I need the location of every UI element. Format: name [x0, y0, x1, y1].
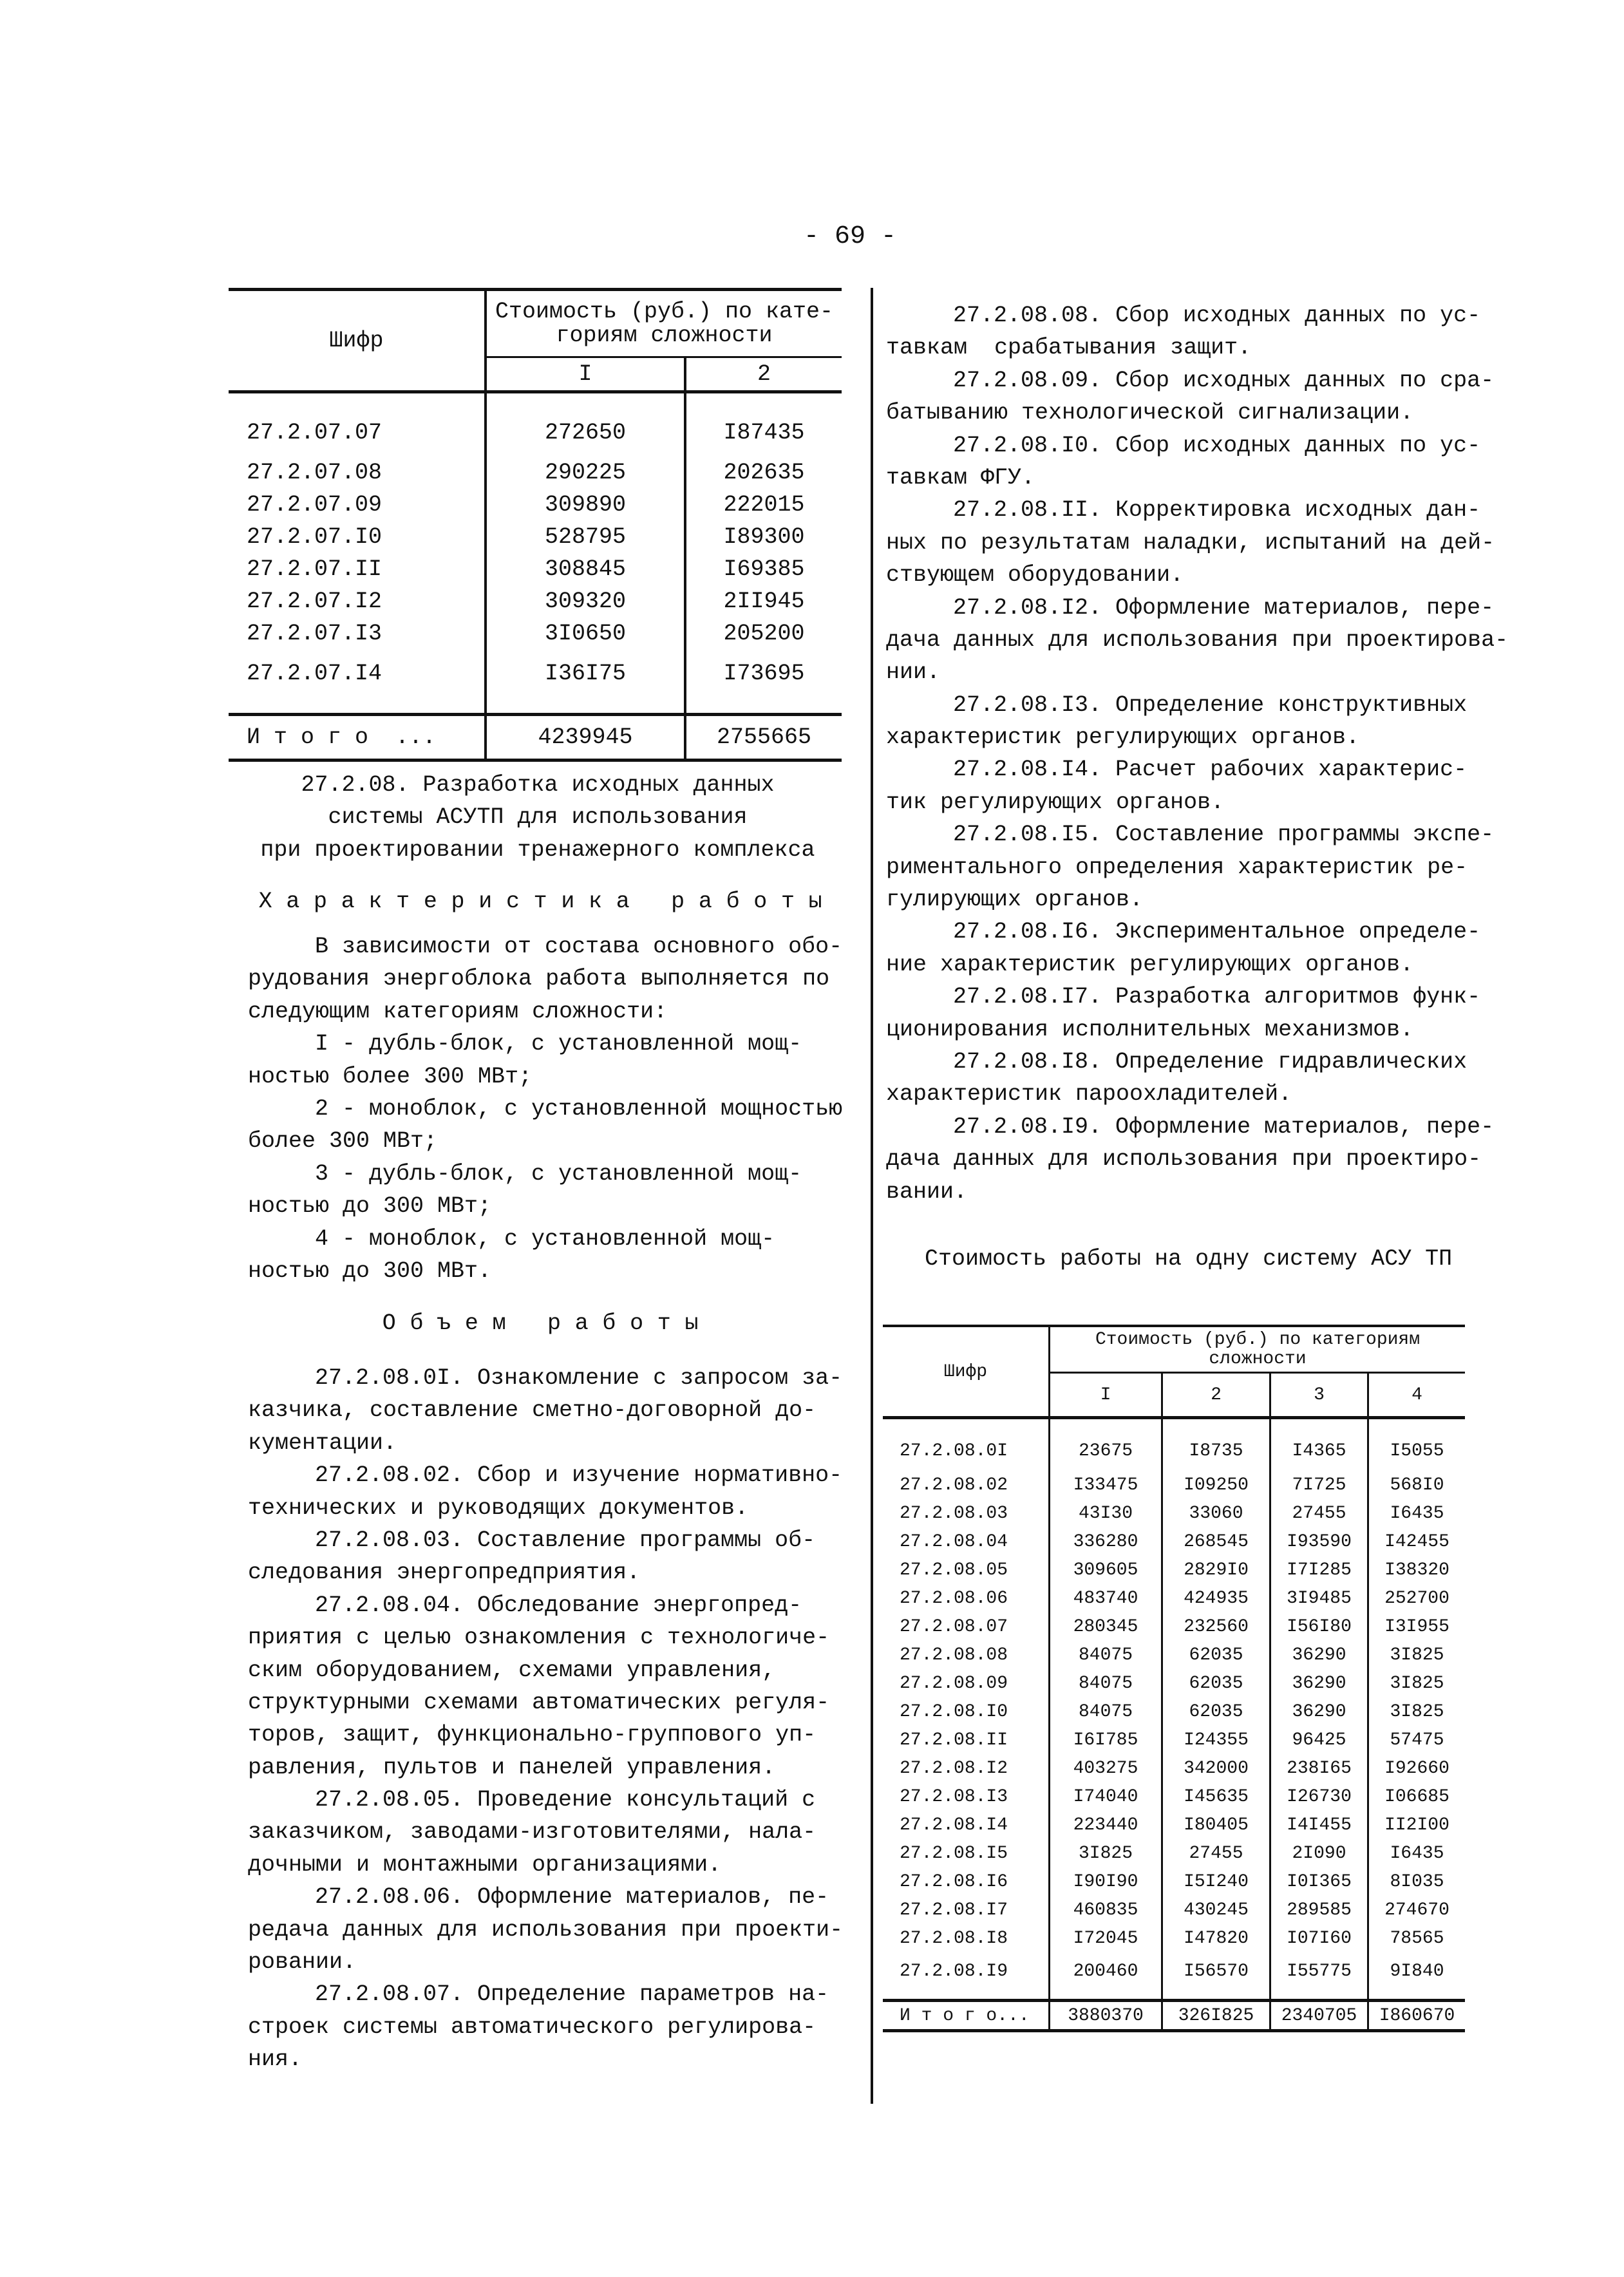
row-value-category-3: I4I455 [1270, 1811, 1368, 1839]
table-row [883, 1896, 1465, 1924]
text-line: рудования энергоблока работа выполняется по [248, 966, 830, 992]
row-value-category-4: 9I840 [1368, 1952, 1466, 2001]
total-category-2: 326I825 [1162, 2001, 1270, 2031]
table-row [883, 1867, 1465, 1896]
row-value-category-1: 460835 [1050, 1896, 1162, 1924]
row-value-category-2: I47820 [1162, 1924, 1270, 1952]
row-value-category-4: 3I825 [1368, 1669, 1466, 1697]
row-value-category-3: 36290 [1270, 1697, 1368, 1726]
text-line: кументации. [248, 1430, 397, 1456]
text-line: ние характеристик регулирующих органов. [886, 951, 1414, 978]
text-line: заказчиком, заводами-изготовителями, нала- [248, 1819, 817, 1846]
text-line: 27.2.08. Разработка исходных данных [301, 772, 775, 798]
row-value-category-2: 232560 [1162, 1612, 1270, 1641]
table-row [883, 1754, 1465, 1782]
row-value-category-1: 43I30 [1050, 1499, 1162, 1527]
row-value-category-2: 430245 [1162, 1896, 1270, 1924]
row-code: 27.2.07.08 [247, 460, 382, 486]
row-code: 27.2.08.03 [900, 1503, 1008, 1524]
row-value-category-2: 424935 [1162, 1584, 1270, 1612]
text-line: ностью более 300 МВт; [248, 1063, 533, 1090]
row-code: 27.2.07.I4 [247, 661, 382, 686]
row-value-category-1: I36I75 [486, 650, 685, 715]
text-line: торов, защит, функционально-группового уп- [248, 1722, 817, 1748]
row-value-category-4: I38320 [1368, 1556, 1466, 1584]
header-cost: Стоимость (руб.) по кате- гориям сложности [486, 290, 842, 357]
row-value-category-1: 223440 [1050, 1811, 1162, 1839]
row-value-category-1: 290225 [486, 457, 685, 489]
row-code: 27.2.08.09 [900, 1673, 1008, 1694]
row-value-category-1: 84075 [1050, 1669, 1162, 1697]
text-line: равления, пультов и панелей управления. [248, 1754, 776, 1781]
text-line: тавкам срабатывания защит. [886, 335, 1252, 361]
text-line: ностью до 300 МВт; [248, 1193, 492, 1220]
text-line: дача данных для использования при проектирова- [886, 627, 1509, 653]
total-category-1: 4239945 [486, 715, 685, 761]
row-code: 27.2.08.I8 [900, 1928, 1008, 1949]
text-line: системы АСУТП для использования [328, 804, 748, 831]
header-category-1: I [486, 357, 685, 392]
row-value-category-1: 309605 [1050, 1556, 1162, 1584]
column-divider [871, 288, 873, 2104]
row-value-category-3: 3I9485 [1270, 1584, 1368, 1612]
row-value-category-4: 3I825 [1368, 1641, 1466, 1669]
row-value-category-2: I69385 [685, 553, 842, 585]
text-line: структурными схемами автоматических регуля- [248, 1689, 830, 1715]
text-line: 27.2.08.I6. Экспериментальное определе- [953, 919, 1481, 945]
row-code: 27.2.08.0I [900, 1441, 1008, 1461]
text-line: 27.2.08.I7. Разработка алгоритмов функ- [953, 984, 1481, 1010]
row-value-category-2: 62035 [1162, 1669, 1270, 1697]
row-value-category-2: 2829I0 [1162, 1556, 1270, 1584]
scope-text-continued [886, 299, 1509, 1208]
text-line: 4 - моноблок, с установленной мощ- [315, 1225, 775, 1252]
characteristic-text [248, 931, 847, 1287]
text-line: 27.2.08.II. Корректировка исходных дан- [953, 497, 1481, 524]
row-value-category-2: I5I240 [1162, 1867, 1270, 1896]
table-row [229, 489, 842, 521]
row-value-category-1: 280345 [1050, 1612, 1162, 1641]
text-line: 27.2.08.03. Составление программы об- [315, 1527, 816, 1553]
table-row [229, 553, 842, 585]
row-value-category-1: 403275 [1050, 1754, 1162, 1782]
row-value-category-1: 23675 [1050, 1418, 1162, 1471]
row-value-category-1: 308845 [486, 553, 685, 585]
row-value-category-3: I55775 [1270, 1952, 1368, 2001]
table-row [229, 521, 842, 553]
row-value-category-3: I93590 [1270, 1527, 1368, 1556]
text-line: 27.2.08.02. Сбор и изучение нормативно- [315, 1462, 843, 1489]
table-row [883, 1697, 1465, 1726]
scope-heading: Объем работы [382, 1310, 713, 1336]
table-row [883, 1499, 1465, 1527]
table-row [229, 618, 842, 650]
header-category-1: I [1050, 1373, 1162, 1418]
row-value-category-4: I6435 [1368, 1839, 1466, 1867]
row-code: 27.2.08.I3 [900, 1786, 1008, 1807]
row-value-category-4: 78565 [1368, 1924, 1466, 1952]
row-value-category-4: 57475 [1368, 1726, 1466, 1754]
row-value-category-2: I87435 [685, 392, 842, 457]
header-category-2: 2 [685, 357, 842, 392]
row-value-category-3: 27455 [1270, 1499, 1368, 1527]
table-row [883, 1556, 1465, 1584]
text-line: казчика, составление сметно-договорной до- [248, 1397, 817, 1424]
table-row [883, 1418, 1465, 1471]
text-line: приятия с целью ознакомления с технологиче- [248, 1625, 830, 1651]
row-value-category-3: 36290 [1270, 1641, 1368, 1669]
row-value-category-2: I09250 [1162, 1471, 1270, 1499]
text-line: дача данных для использования при проектиро- [886, 1146, 1482, 1173]
row-value-category-1: I74040 [1050, 1782, 1162, 1811]
text-line: 27.2.08.06. Оформление материалов, пе- [315, 1884, 829, 1911]
text-line: ния. [248, 2046, 303, 2073]
text-line: тавкам ФГУ. [886, 464, 1035, 491]
row-code: 27.2.07.I3 [247, 621, 382, 647]
table-row [229, 585, 842, 618]
row-code: 27.2.07.09 [247, 492, 382, 518]
text-line: 2 - моноблок, с установленной мощностью [315, 1095, 843, 1122]
table-caption: Стоимость работы на одну систему АСУ ТП [925, 1246, 1453, 1272]
text-line: 27.2.08.07. Определение параметров на- [315, 1981, 829, 2008]
row-value-category-4: 8I035 [1368, 1867, 1466, 1896]
row-value-category-1: I6I785 [1050, 1726, 1162, 1754]
characteristic-heading: Характеристика работы [258, 889, 836, 914]
row-value-category-4: I92660 [1368, 1754, 1466, 1782]
text-line: характеристик пароохладителей. [886, 1081, 1292, 1108]
table-row [883, 1584, 1465, 1612]
row-value-category-2: 202635 [685, 457, 842, 489]
text-line: риментального определения характеристик ре- [886, 854, 1468, 880]
row-value-category-4: I42455 [1368, 1527, 1466, 1556]
row-value-category-2: 205200 [685, 618, 842, 650]
row-value-category-1: 309320 [486, 585, 685, 618]
row-value-category-1: 3I825 [1050, 1839, 1162, 1867]
row-value-category-1: 528795 [486, 521, 685, 553]
table-row [883, 1527, 1465, 1556]
row-code: 27.2.08.04 [900, 1531, 1008, 1552]
table-row [883, 1641, 1465, 1669]
row-value-category-2: 62035 [1162, 1641, 1270, 1669]
text-line: батыванию технологической сигнализации. [886, 400, 1414, 426]
row-code: 27.2.07.07 [247, 420, 382, 446]
row-value-category-1: 3I0650 [486, 618, 685, 650]
row-value-category-2: 342000 [1162, 1754, 1270, 1782]
text-line: 27.2.08.I5. Составление программы экспе- [953, 822, 1495, 848]
row-value-category-4: I3I955 [1368, 1612, 1466, 1641]
table-row [883, 1669, 1465, 1697]
row-value-category-2: 62035 [1162, 1697, 1270, 1726]
total-category-4: I860670 [1368, 2001, 1466, 2031]
text-line: редача данных для использования при проекти- [248, 1916, 844, 1943]
row-value-category-3: 7I725 [1270, 1471, 1368, 1499]
row-code: 27.2.08.II [900, 1730, 1008, 1750]
text-line: 27.2.08.I2. Оформление материалов, пере- [953, 594, 1495, 621]
table-row [883, 1612, 1465, 1641]
row-value-category-4: 3I825 [1368, 1697, 1466, 1726]
cost-table-27-2-08 [883, 1325, 1465, 2032]
text-line: 27.2.08.I0. Сбор исходных данных по ус- [953, 432, 1481, 458]
text-line: гулирующих органов. [886, 887, 1144, 913]
table-row [883, 1811, 1465, 1839]
text-line: вании. [886, 1178, 968, 1205]
row-value-category-4: 252700 [1368, 1584, 1466, 1612]
row-value-category-2: I56570 [1162, 1952, 1270, 2001]
row-code: 27.2.08.02 [900, 1475, 1008, 1495]
text-line: строек системы автоматического регулирова- [248, 2014, 817, 2040]
text-line: нии. [886, 659, 941, 686]
row-value-category-4: I6435 [1368, 1499, 1466, 1527]
row-code: 27.2.08.I0 [900, 1701, 1008, 1722]
table-row [883, 1471, 1465, 1499]
text-line: тик регулирующих органов. [886, 789, 1225, 815]
row-value-category-4: I06685 [1368, 1782, 1466, 1811]
header-category-3: 3 [1270, 1373, 1368, 1418]
text-line: 27.2.08.09. Сбор исходных данных по сра- [953, 367, 1495, 393]
row-value-category-2: I45635 [1162, 1782, 1270, 1811]
text-line: 27.2.08.08. Сбор исходных данных по ус- [953, 303, 1481, 328]
row-code: 27.2.08.I6 [900, 1871, 1008, 1892]
header-code: Шифр [883, 1326, 1050, 1418]
row-value-category-1: 84075 [1050, 1641, 1162, 1669]
row-value-category-3: I26730 [1270, 1782, 1368, 1811]
table-row [229, 457, 842, 489]
row-value-category-1: 309890 [486, 489, 685, 521]
table-row [883, 1839, 1465, 1867]
row-code: 27.2.08.08 [900, 1645, 1008, 1665]
row-value-category-1: 272650 [486, 392, 685, 457]
text-line: 27.2.08.04. Обследование энергопред- [315, 1592, 802, 1618]
row-value-category-1: 336280 [1050, 1527, 1162, 1556]
row-code: 27.2.08.I9 [900, 1961, 1008, 1981]
row-code: 27.2.08.07 [900, 1616, 1008, 1637]
row-value-category-4: 568I0 [1368, 1471, 1466, 1499]
total-label: И т о г о ... [229, 715, 486, 761]
total-category-3: 2340705 [1270, 2001, 1368, 2031]
row-value-category-3: 96425 [1270, 1726, 1368, 1754]
text-line: 27.2.08.I3. Определение конструктивных [953, 692, 1468, 718]
row-value-category-3: 2I090 [1270, 1839, 1368, 1867]
text-line: 27.2.08.I4. Расчет рабочих характерис- [953, 757, 1468, 783]
row-value-category-4: I5055 [1368, 1418, 1466, 1471]
row-value-category-3: I7I285 [1270, 1556, 1368, 1584]
row-value-category-3: I4365 [1270, 1418, 1368, 1471]
table-row [883, 1952, 1465, 2001]
table-row [883, 1726, 1465, 1754]
text-line: 27.2.08.05. Проведение консультаций с [315, 1787, 816, 1813]
text-line: 27.2.08.0I. Ознакомление с запросом за- [315, 1365, 843, 1391]
text-line: дочными и монтажными организациями. [248, 1851, 722, 1878]
row-value-category-2: I73695 [685, 650, 842, 715]
row-value-category-1: 84075 [1050, 1697, 1162, 1726]
table-row [883, 1924, 1465, 1952]
row-code: 27.2.07.I2 [247, 589, 382, 614]
row-code: 27.2.08.05 [900, 1560, 1008, 1580]
total-category-2: 2755665 [685, 715, 842, 761]
row-code: 27.2.08.I5 [900, 1843, 1008, 1864]
text-line: ровании. [248, 1949, 357, 1976]
row-value-category-3: 238I65 [1270, 1754, 1368, 1782]
row-value-category-2: I80405 [1162, 1811, 1270, 1839]
row-code: 27.2.07.II [247, 556, 382, 582]
row-value-category-4: 274670 [1368, 1896, 1466, 1924]
text-line: следующим категориям сложности: [248, 998, 668, 1025]
total-label: И т о г о... [883, 2001, 1050, 2031]
scope-text [248, 1362, 847, 2076]
text-line: характеристик регулирующих органов. [886, 724, 1360, 751]
text-line: ствующем оборудовании. [886, 562, 1184, 589]
row-code: 27.2.08.06 [900, 1588, 1008, 1609]
table-row [883, 1782, 1465, 1811]
row-value-category-2: I24355 [1162, 1726, 1270, 1754]
text-line: 27.2.08.I9. Оформление материалов, пере- [953, 1113, 1495, 1140]
row-value-category-2: I8735 [1162, 1418, 1270, 1471]
header-code: Шифр [229, 290, 486, 392]
row-value-category-3: 289585 [1270, 1896, 1368, 1924]
header-category-2: 2 [1162, 1373, 1270, 1418]
table-row [229, 650, 842, 715]
row-value-category-2: I89300 [685, 521, 842, 553]
row-value-category-3: 36290 [1270, 1669, 1368, 1697]
row-code: 27.2.07.I0 [247, 524, 382, 550]
table-row [229, 392, 842, 457]
row-code: 27.2.08.I2 [900, 1758, 1008, 1779]
cost-table-27-2-07 [229, 288, 842, 762]
text-line: I - дубль-блок, с установленной мощ- [315, 1031, 802, 1057]
row-value-category-3: I07I60 [1270, 1924, 1368, 1952]
text-line: ционирования исполнительных механизмов. [886, 1016, 1414, 1043]
text-line: ных по результатам наладки, испытаний на дей- [886, 529, 1495, 556]
text-line: 3 - дубль-блок, с установленной мощ- [315, 1160, 802, 1187]
text-line: В зависимости от состава основного обо- [315, 934, 843, 959]
row-value-category-2: 27455 [1162, 1839, 1270, 1867]
section-title [248, 769, 827, 866]
header-category-4: 4 [1368, 1373, 1466, 1418]
text-line: 27.2.08.I8. Определение гидравлических [953, 1048, 1468, 1075]
text-line: следования энергопредприятия. [248, 1560, 641, 1586]
row-value-category-2: 2II945 [685, 585, 842, 618]
row-value-category-4: II2I00 [1368, 1811, 1466, 1839]
header-cost: Стоимость (руб.) по категориям сложности [1050, 1326, 1466, 1373]
total-category-1: 3880370 [1050, 2001, 1162, 2031]
row-value-category-3: I56I80 [1270, 1612, 1368, 1641]
text-line: технических и руководящих документов. [248, 1495, 749, 1521]
text-line: ским оборудованием, схемами управления, [248, 1657, 776, 1683]
row-code: 27.2.08.I4 [900, 1815, 1008, 1835]
text-line: при проектировании тренажерного комплекса [260, 836, 815, 863]
row-code: 27.2.08.I7 [900, 1900, 1008, 1920]
text-line: ностью до 300 МВт. [248, 1258, 492, 1284]
row-value-category-1: 200460 [1050, 1952, 1162, 2001]
row-value-category-1: I90I90 [1050, 1867, 1162, 1896]
row-value-category-2: 33060 [1162, 1499, 1270, 1527]
row-value-category-2: 222015 [685, 489, 842, 521]
page-number: - 69 - [803, 222, 897, 251]
row-value-category-2: 268545 [1162, 1527, 1270, 1556]
text-line: более 300 МВт; [248, 1128, 438, 1155]
row-value-category-1: 483740 [1050, 1584, 1162, 1612]
row-value-category-1: I72045 [1050, 1924, 1162, 1952]
row-value-category-3: I0I365 [1270, 1867, 1368, 1896]
row-value-category-1: I33475 [1050, 1471, 1162, 1499]
